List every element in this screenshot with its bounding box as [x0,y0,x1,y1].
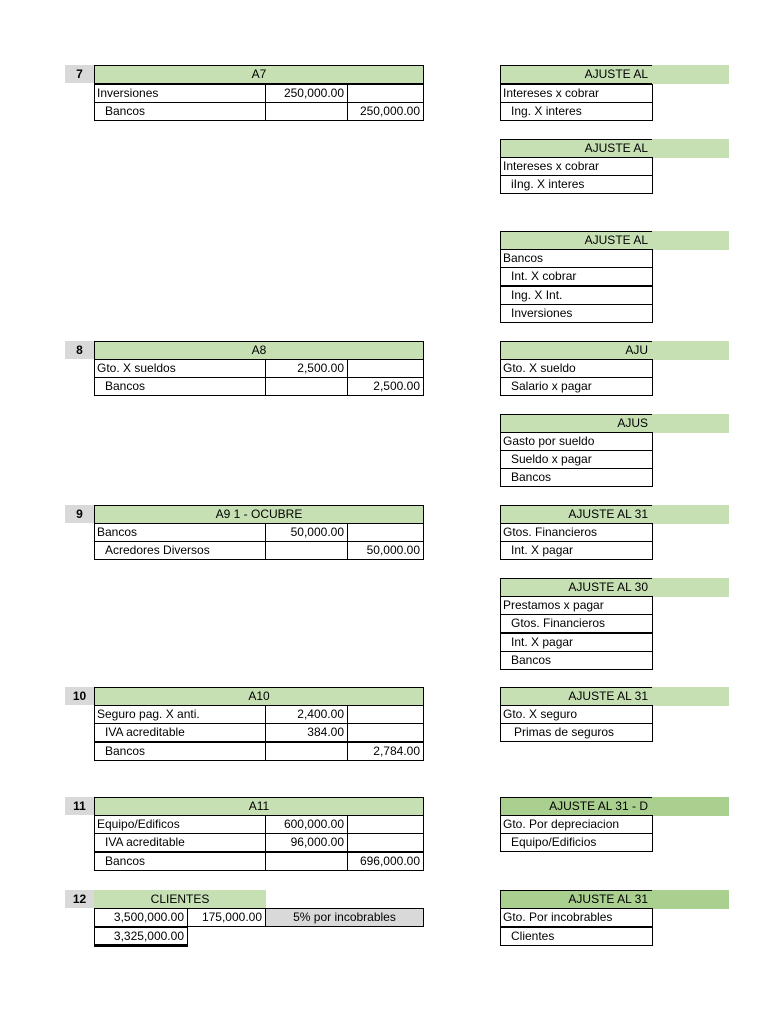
credit-cell: 250,000.00 [347,102,424,121]
account-cell: Inversiones [94,84,266,103]
adjustment-title: AJUSTE AL [500,139,652,158]
credit-cell [347,833,424,852]
debit-cell: 96,000.00 [265,833,348,852]
adjustment-account: Bancos [500,651,653,670]
green-fill [652,341,729,360]
debit-cell [265,102,348,121]
adjustment-account: Ing. X Int. [500,286,653,305]
credit-cell [347,723,424,742]
adjustment-account: Gtos. Financieros [500,614,653,633]
green-fill [652,414,729,433]
credit-cell: 50,000.00 [347,541,424,560]
entry-title: A7 [94,65,424,84]
account-cell: IVA acreditable [94,833,266,852]
adjustment-title: AJUSTE AL 31 [500,687,652,706]
account-cell: Bancos [94,377,266,396]
credit-cell [347,84,424,103]
debit-cell: 2,500.00 [265,359,348,378]
debit-cell: 384.00 [265,723,348,742]
adjustment-title: AJU [500,341,652,360]
account-cell: IVA acreditable [94,723,266,742]
adjustment-account: Prestamos x pagar [500,596,653,615]
account-cell: Bancos [94,852,266,871]
debit-cell [265,742,348,761]
entry-title: A8 [94,341,424,360]
adjustment-account: Gasto por sueldo [500,432,653,451]
green-fill [652,231,729,250]
adjustment-account: Sueldo x pagar [500,450,653,469]
debit-cell [265,852,348,871]
adjustment-account: Clientes [500,927,653,946]
account-cell: Seguro pag. X anti. [94,705,266,724]
adjustment-title: AJUSTE AL 31 - D [500,797,652,816]
adjustment-title: AJUS [500,414,652,433]
debit-cell [265,377,348,396]
adjustment-account: Intereses x cobrar [500,157,653,176]
green-fill [652,505,729,524]
clients-debit: 3,500,000.00 [94,908,188,927]
adjustment-account: Inversiones [500,304,653,323]
adjustment-account: iIng. X interes [500,175,653,194]
adjustment-account: Bancos [500,249,653,268]
green-fill [652,139,729,158]
adjustment-account: Primas de seguros [500,723,653,742]
green-fill [652,578,729,597]
green-fill [652,797,729,816]
green-fill [652,890,729,909]
green-fill [652,65,729,84]
adjustment-account: Gto. X sueldo [500,359,653,378]
debit-cell [265,541,348,560]
account-cell: Acredores Diversos [94,541,266,560]
clients-title: CLIENTES [94,890,266,909]
entry-number: 9 [65,505,94,523]
account-cell: Bancos [94,102,266,121]
credit-cell: 2,500.00 [347,377,424,396]
entry-number: 12 [65,890,94,908]
green-fill [652,687,729,706]
account-cell: Gto. X sueldos [94,359,266,378]
account-cell: Bancos [94,742,266,761]
adjustment-account: Equipo/Edificios [500,833,653,852]
clients-note: 5% por incobrables [265,908,424,927]
adjustment-account: Salario x pagar [500,377,653,396]
credit-cell [347,359,424,378]
adjustment-account: Gto. Por incobrables [500,908,653,927]
entry-number: 10 [65,687,94,705]
credit-cell: 696,000.00 [347,852,424,871]
debit-cell: 600,000.00 [265,815,348,834]
entry-title: A10 [94,687,424,706]
credit-cell [347,523,424,542]
adjustment-title: AJUSTE AL [500,65,652,84]
adjustment-title: AJUSTE AL [500,231,652,250]
debit-cell: 50,000.00 [265,523,348,542]
entry-number: 7 [65,65,94,83]
adjustment-title: AJUSTE AL 31 [500,890,652,909]
credit-cell [347,815,424,834]
adjustment-account: Intereses x cobrar [500,84,653,103]
adjustment-account: Int. X cobrar [500,267,653,286]
adjustment-account: Gto. Por depreciacion [500,815,653,834]
adjustment-account: Int. X pagar [500,541,653,560]
adjustment-title: AJUSTE AL 30 [500,578,652,597]
credit-cell: 2,784.00 [347,742,424,761]
account-cell: Bancos [94,523,266,542]
adjustment-title: AJUSTE AL 31 [500,505,652,524]
adjustment-account: Gtos. Financieros [500,523,653,542]
clients-credit: 175,000.00 [187,908,266,927]
debit-cell: 2,400.00 [265,705,348,724]
entry-title: A11 [94,797,424,816]
account-cell: Equipo/Edificos [94,815,266,834]
clients-balance: 3,325,000.00 [94,927,188,946]
adjustment-account: Bancos [500,468,653,487]
adjustment-account: Int. X pagar [500,633,653,652]
adjustment-account: Ing. X interes [500,102,653,121]
adjustment-account: Gto. X seguro [500,705,653,724]
entry-number: 8 [65,341,94,359]
debit-cell: 250,000.00 [265,84,348,103]
entry-number: 11 [65,797,94,815]
entry-title: A9 1 - OCUBRE [94,505,424,524]
double-underline [94,944,188,947]
credit-cell [347,705,424,724]
